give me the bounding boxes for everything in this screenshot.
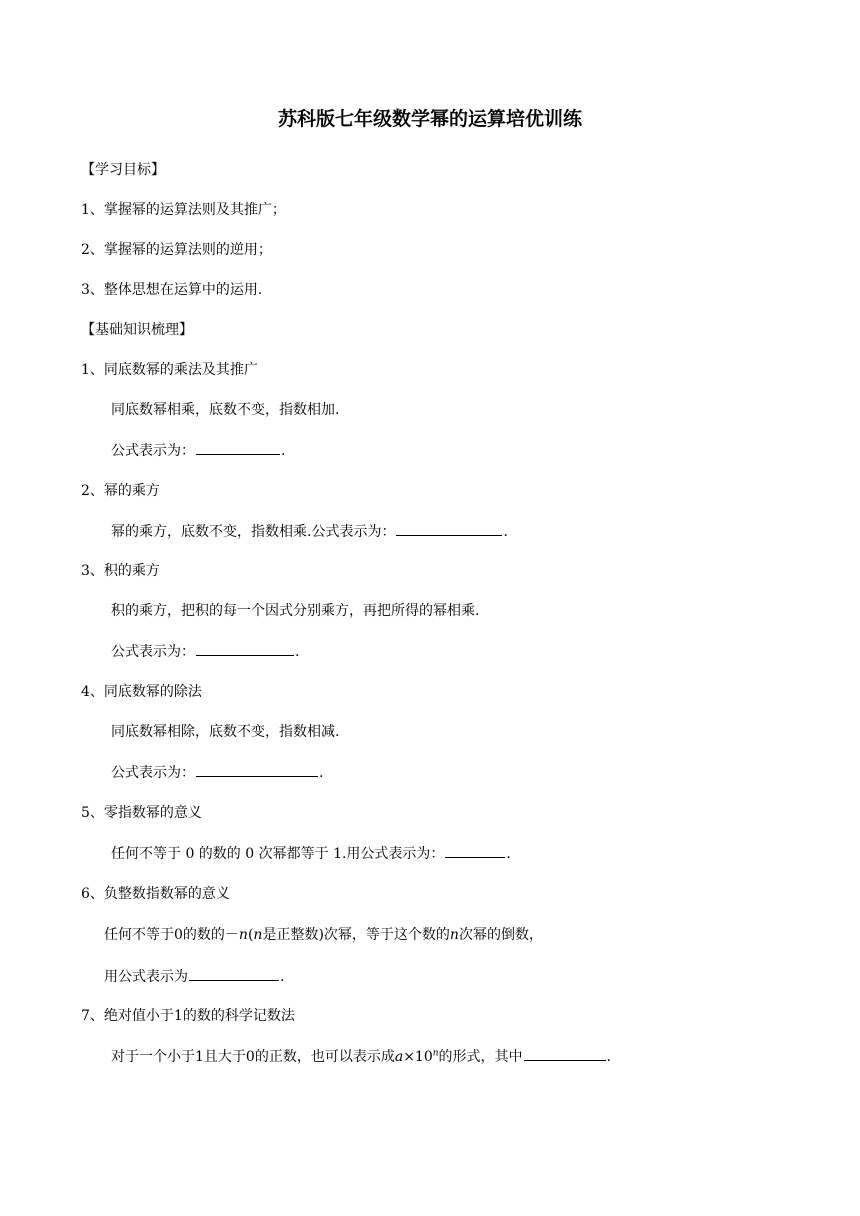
item2-rule [111,521,508,542]
item3-rule: 积的乘方，把积的每一个因式分别乘方，再把所得的幂相乘. [111,603,480,619]
goal-item-1: 1、掌握幂的运算法则及其推广； [81,202,286,218]
item6-heading: 6、负整数指数幂的意义 [81,886,230,902]
answer-blank[interactable] [196,440,280,455]
paren: ( [247,927,254,943]
answer-blank[interactable] [196,641,294,656]
period: . [280,969,285,985]
rule-text: 的形式，其中 [438,1049,523,1065]
rule-text: 是正整数)次幂，等于这个数的 [262,927,450,943]
formula-label: 公式表示为： [111,443,195,459]
item5-rule [111,843,511,864]
formula-label: 公式表示为： [111,644,195,660]
item1-heading: 1、同底数幂的乘法及其推广 [81,362,258,378]
item1-rule: 同底数幂相乘，底数不变，指数相加. [111,402,340,418]
goals-header: 【学习目标】 [81,162,165,178]
answer-blank[interactable] [189,966,279,981]
item4-formula [111,762,323,783]
rule-text: 任何不等于 0 的数的 0 次幂都等于 1.用公式表示为： [111,846,445,862]
math-var-n: n [449,927,459,943]
basics-header: 【基础知识梳理】 [81,322,193,338]
period: . [295,644,300,660]
answer-blank[interactable] [445,843,505,858]
rule-text: 次幂的倒数， [458,927,543,943]
item6-formula [104,966,284,987]
period: . [319,765,324,781]
item2-heading: 2、幂的乘方 [81,483,160,499]
answer-blank[interactable] [196,762,318,777]
period: . [281,443,286,459]
period: . [506,846,511,862]
item4-rule: 同底数幂相除，底数不变，指数相减. [111,724,340,740]
answer-blank[interactable] [524,1046,606,1061]
answer-blank[interactable] [396,521,502,536]
math-var-a: a [394,1049,404,1065]
item1-formula [111,440,285,461]
rule-text: 任何不等于0的数的－ [104,927,239,943]
rule-text: 幂的乘方，底数不变，指数相乘.公式表示为： [111,524,396,540]
page-title: 苏科版七年级数学幂的运算培优训练 [277,108,582,130]
formula-label: 用公式表示为 [104,969,188,985]
goal-item-3: 3、整体思想在运算中的运用. [81,282,263,298]
item3-formula [111,641,299,662]
item7-heading: 7、绝对值小于1的数的科学记数法 [81,1008,295,1024]
math-var-n: n [253,927,263,943]
item3-heading: 3、积的乘方 [81,563,160,579]
math-var-n: n [238,927,248,943]
rule-text: 对于一个小于1且大于0的正数，也可以表示成 [111,1049,395,1065]
period: . [503,524,508,540]
formula-label: 公式表示为： [111,765,195,781]
goal-item-2: 2、掌握幂的运算法则的逆用； [81,242,272,258]
math-exponent-n: n [432,1048,439,1059]
item6-rule [104,925,543,945]
period: . [606,1049,611,1065]
item4-heading: 4、同底数幂的除法 [81,684,202,700]
item7-rule [111,1046,611,1067]
item5-heading: 5、零指数幂的意义 [81,805,202,821]
math-times-ten: ×10 [403,1049,433,1065]
